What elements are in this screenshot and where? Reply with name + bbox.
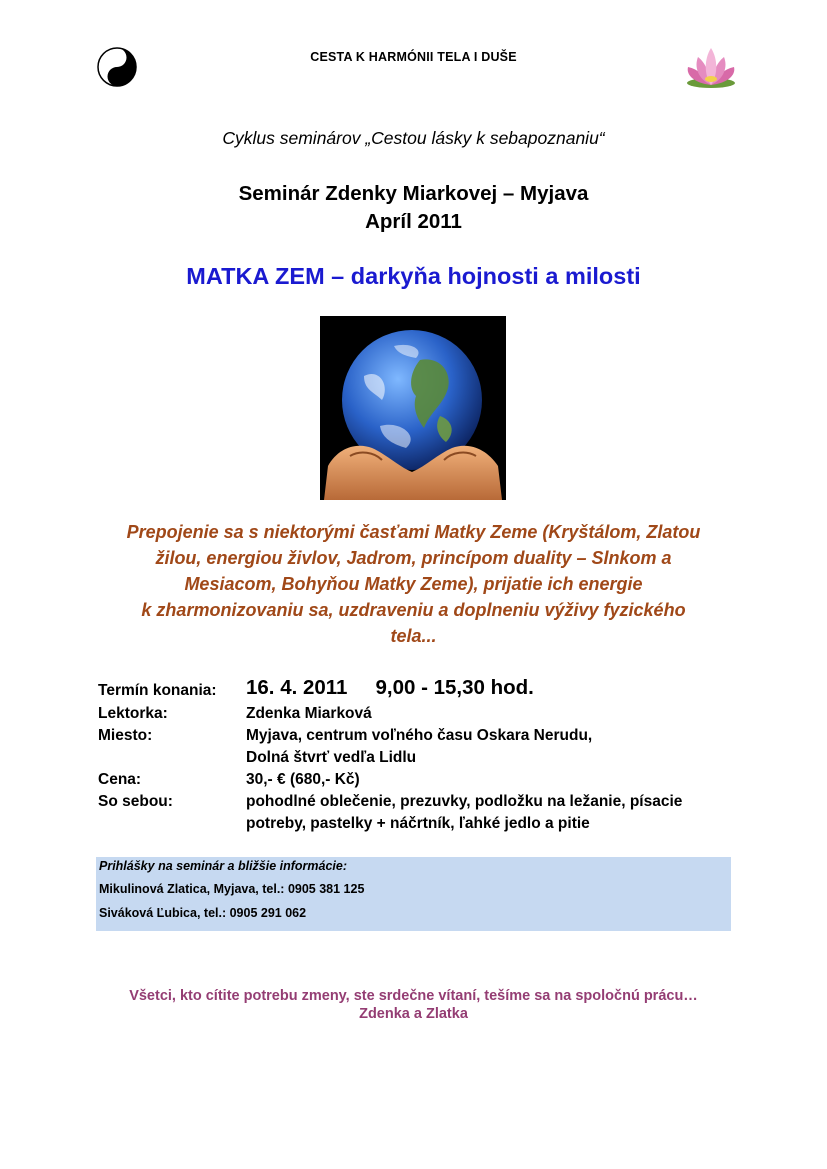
lecturer-row — [98, 703, 758, 725]
term-date: 16. 4. 2011 — [246, 676, 348, 699]
bring-value-line: pohodlné oblečenie, prezuvky, podložku na ležanie, písacie — [246, 793, 683, 810]
bring-label: So sebou: — [98, 793, 173, 810]
seminar-date: Apríl 2011 — [365, 210, 462, 233]
header-title: CESTA K HARMÓNII TELA I DUŠE — [310, 50, 517, 64]
description-line: k zharmonizovaniu sa, uzdraveniu a doplneniu výživy fyzického — [141, 600, 686, 620]
event-details — [98, 673, 758, 835]
lecturer-label: Lektorka: — [98, 705, 168, 722]
description-line: Mesiacom, Bohyňou Matky Zeme), prijatie ich energie — [184, 574, 643, 594]
bring-value-line: potreby, pastelky + náčrtník, ľahké jedlo a pitie — [246, 815, 590, 832]
footer-message — [0, 987, 827, 1023]
place-row — [98, 725, 758, 769]
price-value: 30,- € (680,- Kč) — [246, 771, 360, 788]
term-row — [98, 673, 758, 703]
lotus-icon — [684, 45, 738, 91]
earth-in-hands-image — [320, 316, 506, 500]
footer-invitation: Všetci, kto cítite potrebu zmeny, ste srdečne vítaní, tešíme sa na spoločnú prácu… — [129, 988, 698, 1004]
contact-heading: Prihlášky na seminár a bližšie informácie: — [99, 859, 348, 873]
contact-box — [96, 857, 731, 931]
place-value-line: Dolná štvrť vedľa Lidlu — [246, 749, 417, 766]
term-label: Termín konania: — [98, 682, 217, 699]
seminar-name: Seminár Zdenky Miarkovej – Myjava — [238, 182, 589, 205]
main-title: MATKA ZEM – darkyňa hojnosti a milosti — [186, 263, 641, 289]
place-label: Miesto: — [98, 727, 153, 744]
description-line: Prepojenie sa s niektorými časťami Matky Zeme (Kryštálom, Zlatou — [126, 522, 701, 542]
lecturer-value: Zdenka Miarková — [246, 705, 372, 722]
place-value-line: Myjava, centrum voľného času Oskara Nerudu, — [246, 727, 593, 744]
price-row — [98, 769, 758, 791]
footer-signature: Zdenka a Zlatka — [359, 1006, 468, 1022]
bring-row — [98, 791, 758, 835]
term-time: 9,00 - 15,30 hod. — [375, 676, 534, 699]
price-label: Cena: — [98, 771, 142, 788]
contact-line: Mikulinová Zlatica, Myjava, tel.: 0905 381 125 — [99, 882, 365, 896]
contact-line: Siváková Ľubica, tel.: 0905 291 062 — [99, 906, 307, 920]
series-title: Cyklus seminárov „Cestou lásky k sebapoznaniu“ — [222, 128, 605, 148]
description-line: žilou, energiou živlov, Jadrom, princípom duality – Slnkom a — [155, 548, 672, 568]
description-line: tela... — [390, 626, 437, 646]
seminar-description — [90, 519, 737, 649]
seminar-heading — [0, 180, 827, 236]
